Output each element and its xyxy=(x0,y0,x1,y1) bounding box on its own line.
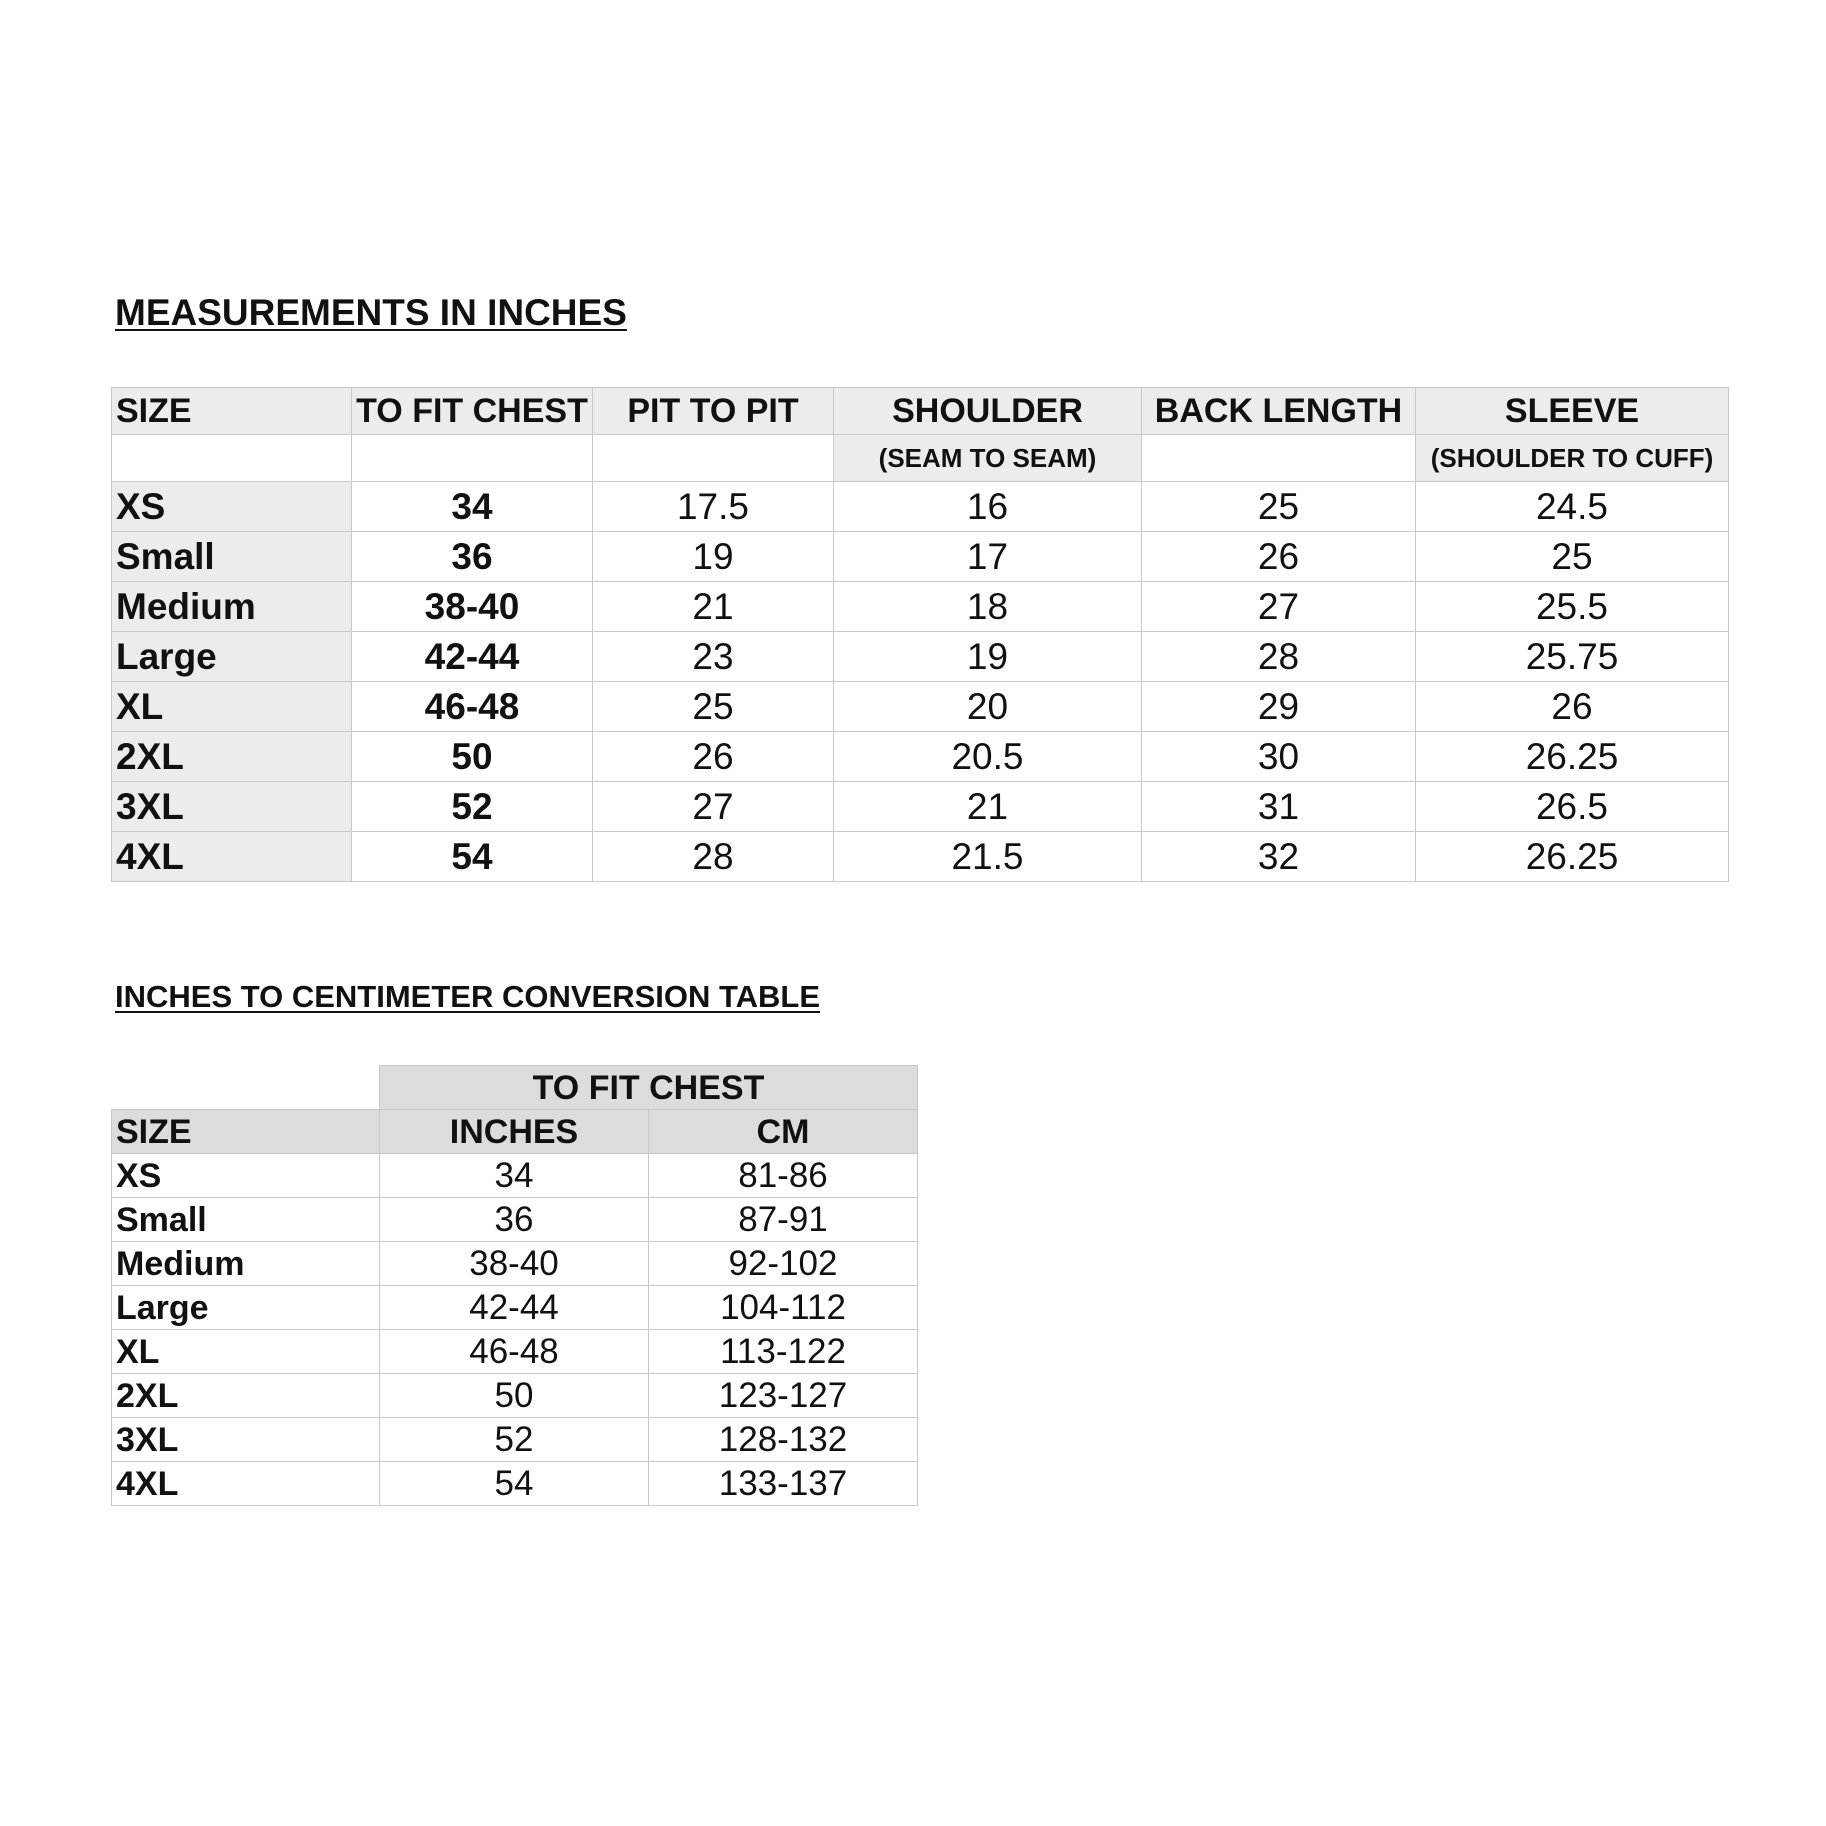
table-row xyxy=(112,482,1729,532)
chest-cell: 36 xyxy=(352,532,593,582)
size-cell: Large xyxy=(112,1286,380,1330)
size-cell: 3XL xyxy=(112,1418,380,1462)
back-length-cell: 30 xyxy=(1142,732,1416,782)
subheader-cell xyxy=(593,435,834,482)
table-header-row xyxy=(112,388,1729,435)
inches-cell: 42-44 xyxy=(380,1286,649,1330)
pit-to-pit-cell: 26 xyxy=(593,732,834,782)
shoulder-cell: 16 xyxy=(834,482,1142,532)
back-length-cell: 26 xyxy=(1142,532,1416,582)
chest-cell: 54 xyxy=(352,832,593,882)
sleeve-cell: 26.5 xyxy=(1416,782,1729,832)
cm-cell: 123-127 xyxy=(649,1374,918,1418)
table-row xyxy=(112,1198,918,1242)
sleeve-cell: 25.75 xyxy=(1416,632,1729,682)
size-cell: XS xyxy=(112,1154,380,1198)
inches-cell: 50 xyxy=(380,1374,649,1418)
table-row xyxy=(112,582,1729,632)
table-row xyxy=(112,782,1729,832)
table-row xyxy=(112,532,1729,582)
table-row xyxy=(112,1286,918,1330)
pit-to-pit-cell: 27 xyxy=(593,782,834,832)
subheader-seam-to-seam: (SEAM TO SEAM) xyxy=(834,435,1142,482)
column-header-inches: INCHES xyxy=(380,1110,649,1154)
inches-cell: 46-48 xyxy=(380,1330,649,1374)
subheader-cell xyxy=(1142,435,1416,482)
back-length-cell: 25 xyxy=(1142,482,1416,532)
table-row xyxy=(112,1154,918,1198)
column-header-size: SIZE xyxy=(112,388,352,435)
size-cell: 4XL xyxy=(112,832,352,882)
cm-cell: 87-91 xyxy=(649,1198,918,1242)
column-header-pit-to-pit: PIT TO PIT xyxy=(593,388,834,435)
pit-to-pit-cell: 17.5 xyxy=(593,482,834,532)
shoulder-cell: 17 xyxy=(834,532,1142,582)
shoulder-cell: 21 xyxy=(834,782,1142,832)
shoulder-cell: 21.5 xyxy=(834,832,1142,882)
table-row xyxy=(112,1418,918,1462)
column-header-sleeve: SLEEVE xyxy=(1416,388,1729,435)
inches-cell: 54 xyxy=(380,1462,649,1506)
cm-cell: 133-137 xyxy=(649,1462,918,1506)
table-row xyxy=(112,832,1729,882)
conversion-heading: INCHES TO CENTIMETER CONVERSION TABLE xyxy=(115,979,821,1014)
chest-cell: 34 xyxy=(352,482,593,532)
table-row xyxy=(112,732,1729,782)
table-header-row xyxy=(112,1110,918,1154)
subheader-cell xyxy=(352,435,593,482)
size-cell: XL xyxy=(112,682,352,732)
pit-to-pit-cell: 25 xyxy=(593,682,834,732)
sleeve-cell: 25 xyxy=(1416,532,1729,582)
back-length-cell: 32 xyxy=(1142,832,1416,882)
group-header-row xyxy=(112,1066,918,1110)
sleeve-cell: 25.5 xyxy=(1416,582,1729,632)
shoulder-cell: 20.5 xyxy=(834,732,1142,782)
chest-cell: 42-44 xyxy=(352,632,593,682)
size-cell: Large xyxy=(112,632,352,682)
chest-cell: 38-40 xyxy=(352,582,593,632)
shoulder-cell: 18 xyxy=(834,582,1142,632)
sleeve-cell: 26 xyxy=(1416,682,1729,732)
chest-cell: 46-48 xyxy=(352,682,593,732)
subheader-shoulder-to-cuff: (SHOULDER TO CUFF) xyxy=(1416,435,1729,482)
chest-cell: 50 xyxy=(352,732,593,782)
column-header-shoulder: SHOULDER xyxy=(834,388,1142,435)
conversion-table xyxy=(111,1065,918,1506)
pit-to-pit-cell: 23 xyxy=(593,632,834,682)
measurements-table xyxy=(111,387,1729,882)
back-length-cell: 27 xyxy=(1142,582,1416,632)
column-header-cm: CM xyxy=(649,1110,918,1154)
table-row xyxy=(112,632,1729,682)
sleeve-cell: 24.5 xyxy=(1416,482,1729,532)
measurements-heading: MEASUREMENTS IN INCHES xyxy=(115,292,627,333)
size-cell: XS xyxy=(112,482,352,532)
inches-cell: 34 xyxy=(380,1154,649,1198)
inches-cell: 38-40 xyxy=(380,1242,649,1286)
group-header-to-fit-chest: TO FIT CHEST xyxy=(380,1066,918,1110)
back-length-cell: 29 xyxy=(1142,682,1416,732)
sleeve-cell: 26.25 xyxy=(1416,732,1729,782)
cm-cell: 113-122 xyxy=(649,1330,918,1374)
table-row xyxy=(112,1374,918,1418)
table-row xyxy=(112,682,1729,732)
size-cell: 2XL xyxy=(112,732,352,782)
column-header-size: SIZE xyxy=(112,1110,380,1154)
column-header-back-length: BACK LENGTH xyxy=(1142,388,1416,435)
shoulder-cell: 19 xyxy=(834,632,1142,682)
size-cell: 3XL xyxy=(112,782,352,832)
inches-cell: 52 xyxy=(380,1418,649,1462)
cm-cell: 81-86 xyxy=(649,1154,918,1198)
size-cell: Medium xyxy=(112,1242,380,1286)
back-length-cell: 31 xyxy=(1142,782,1416,832)
pit-to-pit-cell: 28 xyxy=(593,832,834,882)
pit-to-pit-cell: 19 xyxy=(593,532,834,582)
column-header-to-fit-chest: TO FIT CHEST xyxy=(352,388,593,435)
size-cell: Medium xyxy=(112,582,352,632)
cm-cell: 92-102 xyxy=(649,1242,918,1286)
subheader-cell xyxy=(112,435,352,482)
size-cell: XL xyxy=(112,1330,380,1374)
size-cell: 4XL xyxy=(112,1462,380,1506)
pit-to-pit-cell: 21 xyxy=(593,582,834,632)
table-row xyxy=(112,1242,918,1286)
table-row xyxy=(112,1462,918,1506)
table-subheader-row xyxy=(112,435,1729,482)
size-cell: Small xyxy=(112,1198,380,1242)
inches-cell: 36 xyxy=(380,1198,649,1242)
back-length-cell: 28 xyxy=(1142,632,1416,682)
shoulder-cell: 20 xyxy=(834,682,1142,732)
size-cell: Small xyxy=(112,532,352,582)
sleeve-cell: 26.25 xyxy=(1416,832,1729,882)
size-cell: 2XL xyxy=(112,1374,380,1418)
table-row xyxy=(112,1330,918,1374)
blank-cell xyxy=(112,1066,380,1110)
cm-cell: 104-112 xyxy=(649,1286,918,1330)
cm-cell: 128-132 xyxy=(649,1418,918,1462)
chest-cell: 52 xyxy=(352,782,593,832)
